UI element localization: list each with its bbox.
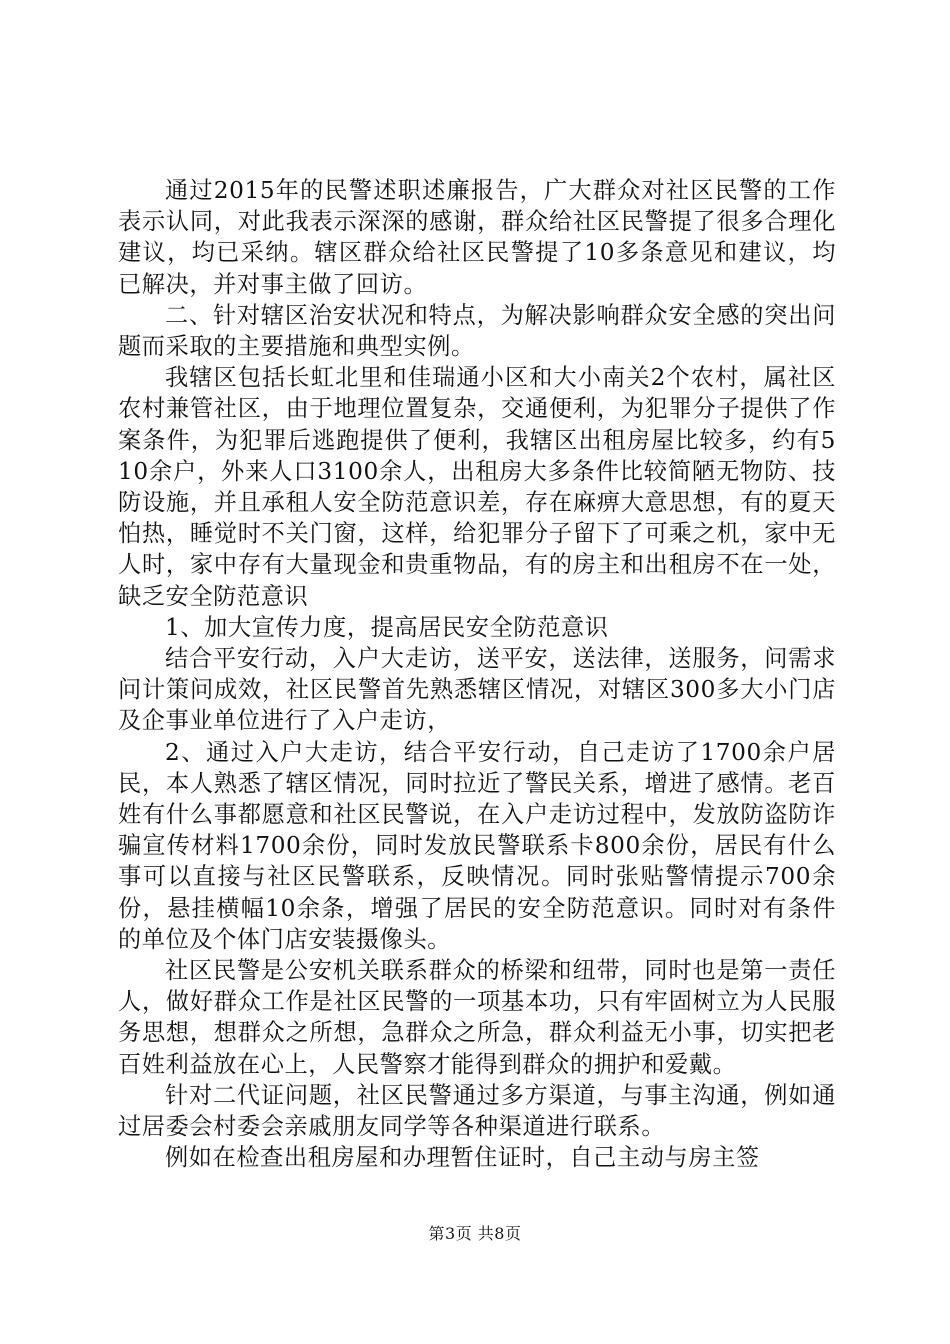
- page-footer: 第3页 共8页: [428, 1224, 522, 1243]
- paragraph-7: 社区民警是公安机关联系群众的桥梁和纽带，同时也是第一责任人，做好群众工作是社区民警的一项基本功，只有牢固树立为人民服务思想，想群众之所想，急群众之所急，群众利益无小事，切实把老百姓利益放在心上，人民警察才能得到群众的拥护和爱戴。: [118, 957, 836, 1078]
- paragraph-4: 1、加大宣传力度，提高居民安全防范意识: [165, 613, 609, 641]
- paragraph-2: 二、针对辖区治安状况和特点，为解决影响群众安全感的突出问题而采取的主要措施和典型实例。: [118, 301, 836, 361]
- paragraph-8: 针对二代证问题，社区民警通过多方渠道，与事主沟通，例如通过居委会村委会亲戚朋友同学等各种渠道进行联系。: [118, 1081, 836, 1141]
- document-body: [118, 175, 836, 1174]
- paragraph-6: 2、通过入户大走访，结合平安行动，自己走访了1700余户居民，本人熟悉了辖区情况，同时拉近了警民关系，增进了感情。老百姓有什么事都愿意和社区民警说，在入户走访过程中，发放防盗防诈骗宣传材料1700余份，同时发放民警联系卡800余份，居民有什么事可以直接与社区民警联系，反映情况。同时张贴警情提示700余份，悬挂横幅10余条，增强了居民的安全防范意识。同时对有条件的单位及个体门店安装摄像头。: [118, 738, 836, 953]
- paragraph-1: 通过2015年的民警述职述廉报告，广大群众对社区民警的工作表示认同，对此我表示深深的感谢，群众给社区民警提了很多合理化建议，均已采纳。辖区群众给社区民警提了10多条意见和建议，均已解决，并对事主做了回访。: [118, 177, 836, 298]
- paragraph-9: 例如在检查出租房屋和办理暂住证时，自己主动与房主签: [165, 1144, 760, 1172]
- paragraph-3: 我辖区包括长虹北里和佳瑞通小区和大小南关2个农村，属社区农村兼管社区，由于地理位置复杂，交通便利，为犯罪分子提供了作案条件，为犯罪后逃跑提供了便利，我辖区出租房屋比较多，约有510余户，外来人口3100余人，出租房大多条件比较简陋无物防、技防设施，并且承租人安全防范意识差，存在麻痹大意思想，有的夏天怕热，睡觉时不关门窗，这样，给犯罪分子留下了可乘之机，家中无人时，家中存有大量现金和贵重物品，有的房主和出租房不在一处，缺乏安全防范意识: [118, 364, 836, 610]
- paragraph-5: 结合平安行动，入户大走访，送平安，送法律，送服务，问需求问计策问成效，社区民警首先熟悉辖区情况，对辖区300多大小门店及企事业单位进行了入户走访，: [118, 645, 836, 735]
